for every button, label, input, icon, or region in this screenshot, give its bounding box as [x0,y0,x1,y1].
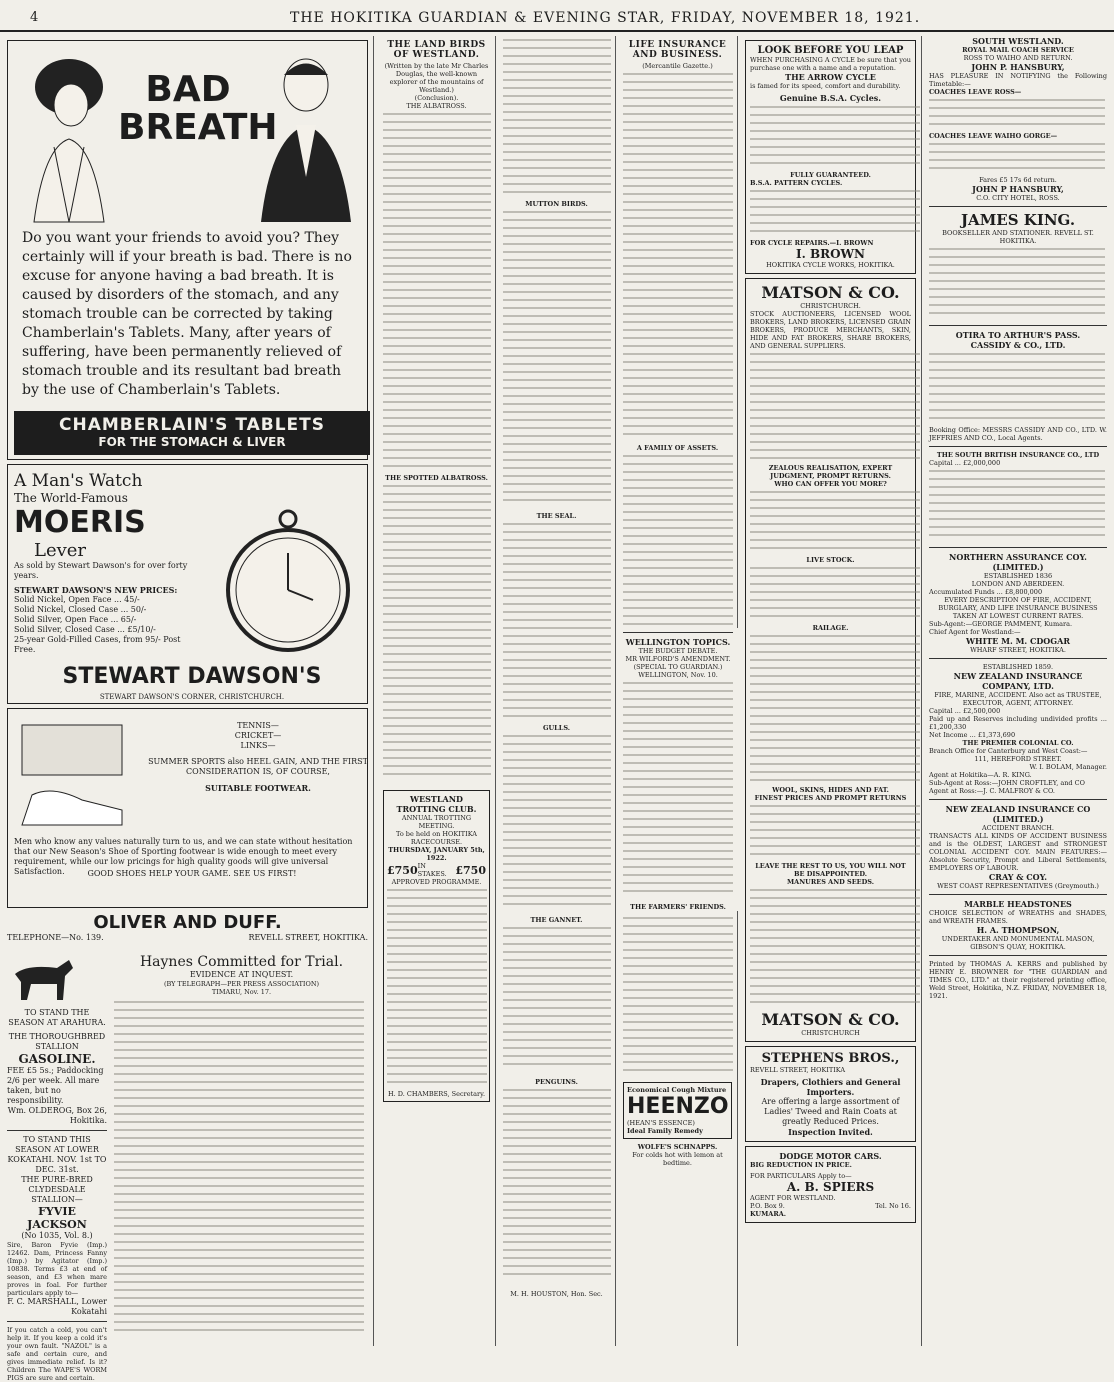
nz-net-income: Net Income ... £1,373,690 [929,731,1016,739]
article-text-lines [114,996,364,1336]
nzic-body: TRANSACTS ALL KINDS OF ACCIDENT BUSINESS and is the OLDEST, LARGEST and STRONGEST COLONIAL ACCIDENT COY. MAIN FEATURES:—Absolute Security, Prompt and Liberal Settlements, EMPLOYERS OF LABOUR. [929,832,1107,872]
spiers-box: P.O. Box 9. [750,1202,785,1210]
penguins-subhead: PENGUINS. [535,1078,578,1086]
matson-firm: MATSON & CO. [761,283,900,302]
footwear-telephone: TELEPHONE—No. 139. [7,933,104,942]
page-number: 4 [30,10,39,25]
heenzo-brand: HEENZO [627,1094,729,1119]
watch-price: Solid Silver, Open Face ... 65/- [14,615,137,624]
seal-subhead: THE SEAL. [536,512,577,520]
chamberlain-banner [14,411,370,455]
nz-ross-agent: Agent at Ross:—J. C. MALFROY & CO. [929,787,1055,795]
dodge-apply: FOR PARTICULARS Apply to— [750,1172,852,1180]
watch-title: A Man's Watch [14,471,143,491]
article-text-lines [503,520,611,720]
hansbury-name: JOHN P. HANSBURY, [971,62,1065,72]
article-text-lines [750,802,920,858]
article-text-lines [750,350,920,460]
cray-name: CRAY & COY. [988,872,1048,882]
watch-price: Solid Nickel, Closed Case ... 50/- [14,605,147,614]
nz-agent: Agent at Hokitika—A. R. KING. [929,771,1032,779]
stakes-label: IN STAKES. [417,862,447,878]
footwear-address: REVELL STREET, HOKITIKA. [248,933,368,942]
stephens-address: REVELL STREET, HOKITIKA [750,1066,846,1074]
trotting-subtitle: ANNUAL TROTTING MEETING. [401,814,472,830]
hansbury-footer-hotel: C.O. CITY HOTEL, ROSS. [976,194,1060,202]
finest-prices: FINEST PRICES AND PROMPT RETURNS [754,794,907,802]
stephens-line-2: Are offering a large assortment of Ladies' Tweed and Rain Coats at greatly Reduced Prices. [761,1097,900,1126]
stephens-line-3: Inspection Invited. [788,1127,873,1137]
stallion2-subtitle: THE PURE-BRED CLYDESDALE STALLION— [21,1175,93,1204]
fares: Fares £5 17s 6d return. [979,176,1057,184]
spiers-town: KUMARA. [750,1210,787,1218]
hansbury-footer-name: JOHN P HANSBURY, [972,184,1064,194]
mutton-birds-subhead: MUTTON BIRDS. [525,200,588,208]
watch-prices-head: STEWART DAWSON'S NEW PRICES: [14,585,178,595]
coaches-leave-waiho: COACHES LEAVE WAIHO GORGE— [929,132,1058,140]
heenzo-top: Economical Cough Mixture [627,1086,727,1094]
stallion1-owner: Wm. OLDEROG, Box 26, Hokitika. [7,1106,107,1125]
footwear-item: CRICKET— [234,731,282,740]
article-text-lines [503,924,611,1074]
bsa-cycles: Genuine B.S.A. Cycles. [779,93,882,103]
shoes-illustration [12,715,142,835]
article-text-lines [383,482,491,782]
nz-premier: THE PREMIER COLONIAL CO. [962,739,1074,747]
stephens-line-1: Drapers, Clothiers and General Importers. [760,1077,901,1097]
column-3 [378,36,496,1346]
nz-manager: W. I. BOLAM, Manager. [1029,763,1107,771]
footwear-contact [7,933,368,943]
life-insurance-byline: (Mercantile Gazette.) [642,62,713,70]
nz-paid-up: Paid up and Reserves including undivided profits ... £1,200,330 [929,715,1107,731]
article-text-lines [503,732,611,912]
nz-insurance-body: FIRE, MARINE, ACCIDENT. Also act as TRUSTEE, EXECUTOR, AGENT, ATTORNEY. [934,691,1102,707]
south-westland-route: ROSS TO WAIHO AND RETURN. [963,54,1073,62]
james-king-title: JAMES KING. [960,211,1076,229]
article-text-lines [623,70,733,440]
dodge-subtitle: BIG REDUCTION IN PRICE. [750,1161,852,1169]
look-title: LOOK BEFORE YOU LEAP [757,45,904,56]
cassidy-title: CASSIDY & CO., LTD. [970,340,1066,350]
nz-street: 111, HEREFORD STREET. [974,755,1062,763]
nzic-title: NEW ZEALAND INSURANCE CO (LIMITED.) [945,804,1091,824]
land-birds-subhead: THE ALBATROSS. [406,102,467,110]
dodge-title: DODGE MOTOR CARS. [779,1151,882,1161]
spotted-albatross-subhead: THE SPOTTED ALBATROSS. [385,474,488,482]
brown-address: HOKITIKA CYCLE WORKS, HOKITIKA. [766,261,895,269]
column-7 [924,36,1112,1346]
south-british-title: THE SOUTH BRITISH INSURANCE CO., LTD [936,451,1100,459]
footwear-slogan: GOOD SHOES HELP YOUR GAME. SEE US FIRST! [87,869,297,878]
article-text-lines [503,36,611,196]
trotting-programme: APPROVED PROGRAMME. [391,878,482,886]
heenzo-sub: (HEAN'S ESSENCE) [627,1119,695,1127]
spiers-telephone: Tel. No 16. [875,1202,911,1210]
nz-capital: Capital ... £2,500,000 [929,707,1001,715]
james-king-subtitle: BOOKSELLER AND STATIONER. REVELL ST. HOKITIKA. [942,229,1094,245]
masthead [0,6,1114,32]
cray-subtitle: WEST COAST REPRESENTATIVES (Greymouth.) [937,882,1099,890]
watch-ad [7,464,368,704]
stallion2-owner: F. C. MARSHALL, Lower Kokatahi [7,1297,107,1316]
wellington-topics [618,628,738,911]
trotting-venue: To be held on HOKITIKA RACECOURSE. [396,830,477,846]
matson-ad [745,278,916,1042]
stallion-column [7,954,107,1382]
article-text-lines [750,564,920,620]
column-6 [740,36,922,1346]
haynes-subtitle: EVIDENCE AT INQUEST. [189,970,294,979]
stallion1-subtitle: THE THOROUGHBRED STALLION [8,1032,106,1051]
dodge-ad [745,1146,916,1223]
life-insurance-title: LIFE INSURANCE AND BUSINESS. [628,40,727,60]
article-text-lines [383,110,491,470]
footwear-item: SUMMER SPORTS also HEEL GAIN, AND THE FIRST CONSIDERATION IS, OF COURSE, [148,757,368,776]
farmers-friends-subhead: THE FARMERS' FRIENDS. [630,903,726,911]
stallion2-name: FYVIE JACKSON [27,1205,87,1231]
watch-sold-by: As sold by Stewart Dawson's for over forty years. [14,561,188,580]
stephens-ad [745,1046,916,1142]
wool-skins-subhead: WOOL, SKINS, HIDES AND FAT. [772,786,889,794]
article-text-lines [750,886,920,1006]
article-text-lines [929,96,1105,128]
footwear-ad [7,708,368,908]
nz-sub-agent: Sub-Agent at Ross:—JOHN CROFTLEY, and CO [929,779,1085,787]
article-text-lines [929,140,1105,172]
family-of-assets-subhead: A FAMILY OF ASSETS. [636,444,719,452]
thompson-subtitle: UNDERTAKER AND MONUMENTAL MASON, [941,935,1095,943]
heenzo-tagline: Ideal Family Remedy [627,1127,703,1135]
northern-body: EVERY DESCRIPTION OF FIRE, ACCIDENT, BURGLARY, AND LIFE INSURANCE BUSINESS TAKEN AT LOWEST CURRENT RATES. [938,596,1098,620]
woman-illustration [14,47,124,222]
article-text-lines [750,187,920,235]
column-4 [498,36,616,1346]
thompson-address: GIBSON'S QUAY, HOKITIKA. [970,943,1066,951]
article-text-lines [503,1086,611,1286]
haynes-agency: (BY TELEGRAPH—PER PRESS ASSOCIATION) [163,980,320,988]
trotting-title: WESTLAND TROTTING CLUB. [396,794,477,814]
cdogar-name: WHITE M. M. CDOGAR [966,636,1070,646]
footwear-item: TENNIS— [237,721,279,730]
article-text-lines [750,488,920,552]
stakes-right: £750 [455,863,486,877]
coaches-leave-ross: COACHES LEAVE ROSS— [929,88,1022,96]
watch-subtitle: The World-Famous [14,491,128,505]
northern-funds: Accumulated Funds ... £8,800,000 [929,588,1043,596]
bad-breath-ad [7,40,368,460]
article-text-lines [387,886,487,1086]
watch-price: Solid Nickel, Open Face ... 45/- [14,595,140,604]
article-text-lines [929,467,1105,539]
matson-body: STOCK AUCTIONEERS, LICENSED WOOL BROKERS, LAND BROKERS, LICENSED GRAIN BROKERS, PRODUCE MERCHANTS, SKIN, HIDE AND FAT BROKERS, SHARE BROKERS, AND GENERAL SUPPLIERS. [750,310,911,350]
matson-firm-footer: MATSON & CO. [761,1010,900,1029]
south-british-capital: Capital ... £2,000,000 [929,459,1001,467]
marble-body: CHOICE SELECTION of WREATHS and SHADES, and WREATH FRAMES. [929,909,1107,925]
trotting-stakes [387,862,486,878]
bsa-pattern-cycles: B.S.A. PATTERN CYCLES. [750,179,843,187]
arrow-cycle: THE ARROW CYCLE [785,72,876,82]
chamberlain-subtitle: FOR THE STOMACH & LIVER [98,435,286,449]
nz-established: ESTABLISHED 1859. [982,663,1054,671]
column-ads-left [2,36,374,1382]
land-birds-title: THE LAND BIRDS OF WESTLAND. [387,40,486,60]
haynes-dateline: TIMARU, Nov. 17. [211,988,272,996]
cycle-ad [745,40,916,274]
bad-breath-title-2: BREATH [118,107,278,148]
article-text-lines [750,632,920,782]
hansbury-body: HAS PLEASURE IN NOTIFYING the Following Timetable:— [929,72,1107,88]
matson-city: CHRISTCHURCH. [800,302,861,310]
cassidy-booking: Booking Office: MESSRS CASSIDY AND CO., LTD. W. JEFFRIES AND CO., Local Agents. [929,426,1107,442]
wellington-subhead-1: THE BUDGET DEBATE. [638,647,718,655]
matson-city-footer: CHRISTCHURCH [801,1029,860,1037]
stallion1-name: GASOLINE. [18,1052,96,1066]
hon-secretary: M. H. HOUSTON, Hon. Sec. [510,1290,603,1298]
spiers-agent: AGENT FOR WESTLAND. [750,1194,836,1202]
stephens-firm: STEPHENS BROS., [761,1051,900,1066]
nzic-subtitle: ACCIDENT BRANCH. [981,824,1054,832]
masthead-title: THE HOKITIKA GUARDIAN & EVENING STAR, FRIDAY, NOVEMBER 18, 1921. [290,10,921,26]
watch-price: Solid Silver, Closed Case ... £5/10/- [14,625,156,634]
trotting-date: THURSDAY, JANUARY 5th, 1922. [388,846,485,862]
northern-sub-agent: Sub-Agent:—GEORGE PAMMENT, Kumara. [929,620,1073,628]
land-birds-byline: (Written by the late Mr Charles Douglas, the well-known explorer of the mountains of Westland.) [384,62,489,94]
live-stock-subhead: LIVE STOCK. [806,556,855,564]
pocket-watch-illustration [223,505,353,655]
stallion1-heading: TO STAND THE SEASON AT ARAHURA. [8,1008,106,1027]
manures-subhead: MANURES AND SEEDS. [786,878,874,886]
heenzo-ad [623,1082,732,1139]
marble-title: MARBLE HEADSTONES [964,899,1072,909]
south-westland-subtitle: ROYAL MAIL COACH SERVICE [962,46,1074,54]
spiers-name: A. B. SPIERS [786,1180,875,1194]
watch-footer-address: STEWART DAWSON'S CORNER, CHRISTCHURCH. [99,693,285,701]
look-body: WHEN PURCHASING A CYCLE be sure that you purchase one with a name and a reputation. [750,56,911,72]
brown-firm: I. BROWN [796,247,865,261]
leave-the-rest: LEAVE THE REST TO US, YOU WILL NOT BE DISAPPOINTED. [755,862,906,878]
wolfe-sub: For colds hot with lemon at bedtime. [632,1151,723,1167]
bad-breath-body: Do you want your friends to avoid you? They certainly will if your breath is bad. There is no excuse for anyone having a bad breath. It is caused by disorders of the stomach, and any stomach trouble can be corrected by taking Chamberlain's Tablets. Many, after years of suffering, have been permanently relieved of stomach trouble and its resultant bad breath by the use of Chamberlain's Tablets. [22,230,352,398]
wellington-subhead-3: (SPECIAL TO GUARDIAN.) [633,663,723,671]
watch-footer: STEWART DAWSON'S [62,664,322,689]
northern-title: NORTHERN ASSURANCE COY. (LIMITED.) [949,552,1087,572]
nz-insurance-title: NEW ZEALAND INSURANCE COMPANY, LTD. [953,671,1083,691]
stallion1-fee: FEE £5 5s.; Paddocking 2/6 per week. All mare taken, but no responsibility. [7,1066,104,1105]
gannet-subhead: THE GANNET. [530,916,583,924]
article-text-lines [929,245,1105,317]
printer-imprint: Printed by THOMAS A. KERRS and published by HENRY E. BROWNER for "THE GUARDIAN and TIMES CO., LTD." at their registered printing office, Weld Street, Hokitika, N.Z. FRIDAY, NOVEMBER 18, 1921. [929,960,1107,1000]
haynes-article [114,954,369,1340]
article-text-lines [623,679,733,899]
horse-illustration [7,954,77,1004]
watch-brand: MOERIS [14,505,146,540]
bad-breath-title-1: BAD [145,69,231,110]
zealous-realisation: ZEALOUS REALISATION, EXPERT JUDGMENT, PROMPT RETURNS. [768,464,893,480]
wellington-dateline: WELLINGTON, Nov. 10. [638,671,718,679]
northern-location: LONDON AND ABERDEEN. [971,580,1065,588]
wolfe-ad: WOLFE'S SCHNAPPS. [637,1143,718,1151]
article-text-lines [503,208,611,508]
thompson-name: H. A. THOMPSON, [976,925,1060,935]
article-text-lines [929,350,1105,422]
fully-guaranteed: FULLY GUARANTEED. [790,171,871,179]
watch-price: 25-year Gold-Filled Cases, from 95/- Post Free. [14,635,181,654]
who-can-offer: WHO CAN OFFER YOU MORE? [774,480,887,488]
northern-chief-agent: Chief Agent for Westland:— [929,628,1021,636]
haynes-title: Haynes Committed for Trial. [139,954,344,970]
footwear-item: SUITABLE FOOTWEAR. [205,783,311,793]
northern-established: ESTABLISHED 1836 [983,572,1053,580]
footwear-body: Men who know any values naturally turn to us, and we can state without hesitation that our New Season's Shoe of Sporting footwear is wide enough to meet every requirement, while our low pricings for high quality goods will give universal Satisfaction. [14,837,353,876]
land-birds-conclusion: (Conclusion). [414,94,459,102]
south-westland-title: SOUTH WESTLAND. [972,36,1064,46]
gulls-subhead: GULLS. [542,724,571,732]
article-text-lines [750,103,920,167]
watch-lever: Lever [34,540,87,561]
wellington-title: WELLINGTON TOPICS. [625,637,731,647]
trotting-club-ad [383,790,490,1102]
cdogar-address: WHARF STREET, HOKITIKA. [970,646,1066,654]
stallion2-number: (No 1035, Vol. 8.) [21,1231,93,1240]
chamberlain-title: CHAMBERLAIN'S TABLETS [58,415,326,435]
arrow-body: is famed for its speed, comfort and durability. [750,82,901,90]
wellington-subhead-2: MR WILFORD'S AMENDMENT. [625,655,731,663]
footwear-firm: OLIVER AND DUFF. [93,912,282,933]
footwear-item: LINKS— [240,741,276,750]
footwear-list [148,721,368,793]
stallion2-body: Sire, Baron Fyvie (Imp.) 12462. Dam, Princess Fanny (Imp.) by Agitator (Imp.) 10838. Terms £3 at end of season, and £3 when mare proves in foal. For further particulars apply to— [7,1241,107,1297]
nz-branch: Branch Office for Canterbury and West Coast:— [929,747,1088,755]
stallion2-heading: TO STAND THIS SEASON AT LOWER KOKATAHI. NOV. 1st TO DEC. 31st. [7,1135,107,1174]
stakes-left: £750 [387,863,418,877]
railage-subhead: RAILAGE. [812,624,849,632]
otira-title: OTIRA TO ARTHUR'S PASS. [955,330,1081,340]
spiers-contact [750,1202,911,1210]
watch-price-list [14,595,204,655]
worm-ad: If you catch a cold, you can't help it. If you keep a cold it's your own fault. "NAZOL" is a safe and certain cure, and gives immediate relief. Is it? Children The WAPE'S WORM PIGS are sure and certain. [7,1326,107,1382]
trotting-secretary: H. D. CHAMBERS, Secretary. [387,1090,486,1098]
cycle-repairs: FOR CYCLE REPAIRS.—I. BROWN [750,239,874,247]
